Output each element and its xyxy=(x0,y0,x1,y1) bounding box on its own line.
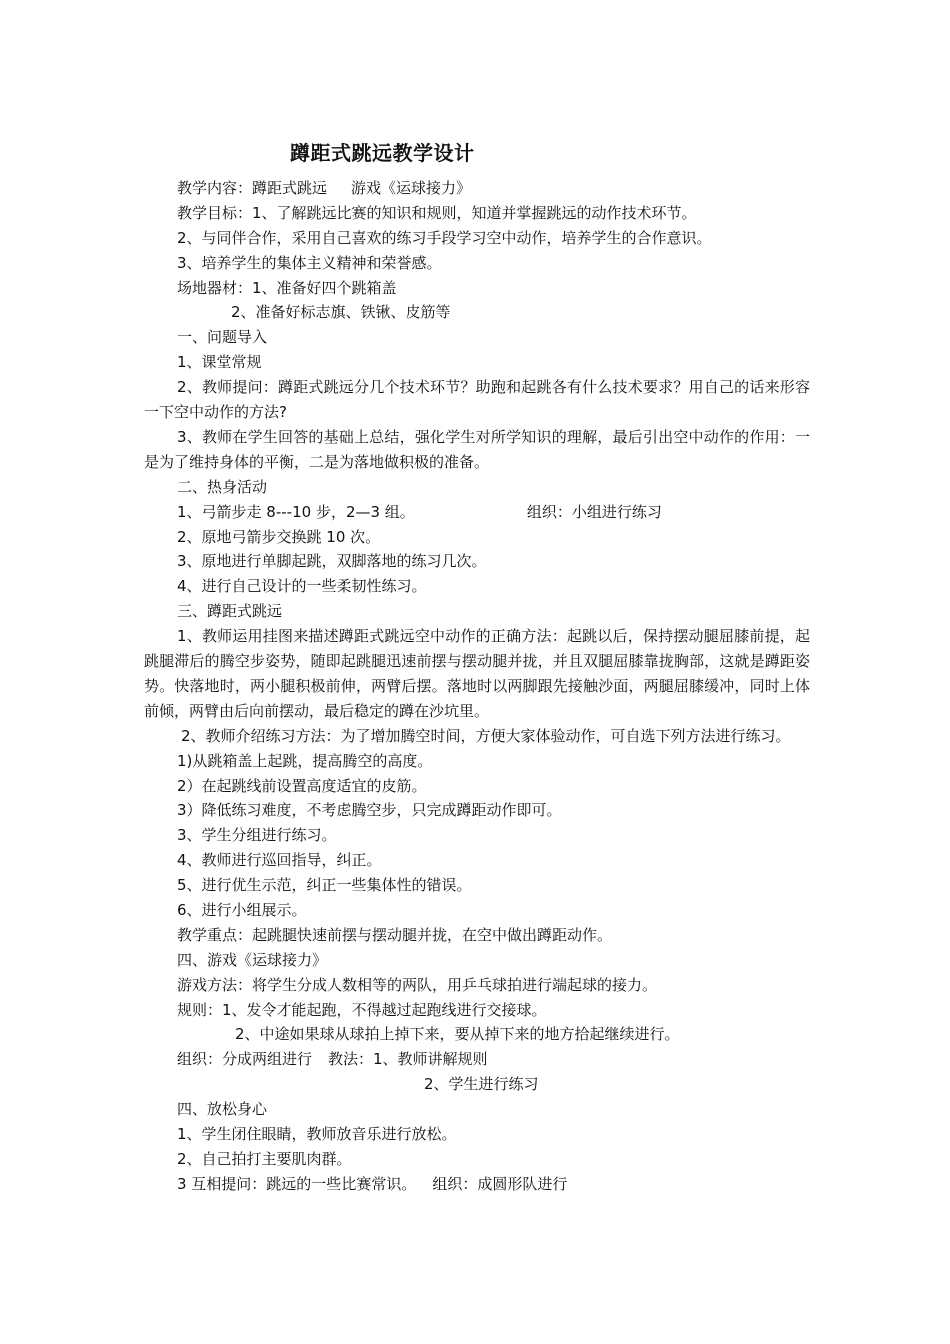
long-jump-item-1: 1、教师运用挂图来描述蹲距式跳远空中动作的正确方法：起跳以后，保持摆动腿屈膝前提，起跳腿滞后的腾空步姿势，随即起跳腿迅速前摆与摆动腿并拢，并且双腿屈膝靠拢胸部，这就是蹲距姿势。快落地时，两小腿积极前伸，两臂后摆。落地时以两脚跟先接触沙面，两腿屈膝缓冲，同时上体前倾，两臂由后向前摆动，最后稳定的蹲在沙坑里。 xyxy=(144,627,810,720)
game-method: 游戏方法：将学生分成人数相等的两队，用乒乓球拍进行端起球的接力。 xyxy=(177,975,658,994)
game-rule-1: 规则：1、发令才能起跑，不得越过起跑线进行交接球。 xyxy=(177,1000,547,1019)
section-heading-intro: 一、问题导入 xyxy=(177,328,268,347)
equipment-line-2: 2、准备好标志旗、铁锹、皮筋等 xyxy=(231,303,451,322)
practice-method-1: 1)从跳箱盖上起跳，提高腾空的高度。 xyxy=(177,751,433,770)
warmup-item-1-line xyxy=(144,500,810,525)
objective-line-2: 2、与同伴合作，采用自己喜欢的练习手段学习空中动作，培养学生的合作意识。 xyxy=(177,228,712,247)
relax-item-3-organization: 组织：成圆形队进行 xyxy=(432,1174,568,1193)
relax-item-1: 1、学生闭住眼睛，教师放音乐进行放松。 xyxy=(177,1124,457,1143)
section-heading-relax: 四、放松身心 xyxy=(177,1100,268,1119)
section-heading-long-jump: 三、蹲距式跳远 xyxy=(177,602,283,621)
teaching-content-game: 游戏《运球接力》 xyxy=(351,179,472,197)
practice-method-3: 3）降低练习难度，不考虑腾空步，只完成蹲距动作即可。 xyxy=(177,801,562,820)
document-title: 蹲距式跳远教学设计 xyxy=(290,141,475,165)
practice-method-2: 2）在起跳线前设置高度适宜的皮筋。 xyxy=(177,776,427,795)
equipment-line-1: 场地器材：1、准备好四个跳箱盖 xyxy=(177,278,397,297)
game-organization-line xyxy=(144,1047,810,1072)
long-jump-item-2: 2、教师介绍练习方法：为了增加腾空时间，方便大家体验动作，可自选下列方法进行练习。 xyxy=(181,726,791,745)
relax-item-3-line xyxy=(144,1172,810,1197)
intro-item-2: 2、教师提问：蹲距式跳远分几个技术环节？助跑和起跳各有什么技术要求？用自己的话来形容一下空中动作的方法? xyxy=(144,378,810,422)
long-jump-item-6: 6、进行小组展示。 xyxy=(177,900,307,919)
teaching-key-point: 教学重点：起跳腿快速前摆与摆动腿并拢，在空中做出蹲距动作。 xyxy=(177,925,613,944)
relax-item-3: 3 互相提问：跳远的一些比赛常识。 xyxy=(177,1174,417,1193)
section-heading-game: 四、游戏《运球接力》 xyxy=(177,950,328,969)
document-body xyxy=(144,176,810,1197)
relax-item-2: 2、自己拍打主要肌肉群。 xyxy=(177,1149,352,1168)
warmup-item-2: 2、原地弓箭步交换跳 10 次。 xyxy=(177,527,381,546)
warmup-item-4: 4、进行自己设计的一些柔韧性练习。 xyxy=(177,577,427,596)
game-teaching-method-2: 2、学生进行练习 xyxy=(424,1075,539,1094)
section-heading-warmup: 二、热身活动 xyxy=(177,477,268,496)
teaching-content-line xyxy=(144,176,810,201)
long-jump-item-4: 4、教师进行巡回指导，纠正。 xyxy=(177,851,382,870)
objective-line-1: 教学目标：1、了解跳远比赛的知识和规则，知道并掌握跳远的动作技术环节。 xyxy=(177,203,697,222)
warmup-item-1-organization: 组织：小组进行练习 xyxy=(526,502,662,521)
game-organization: 组织：分成两组进行 xyxy=(177,1050,313,1069)
game-rule-2: 2、中途如果球从球拍上掉下来，要从掉下来的地方拾起继续进行。 xyxy=(235,1025,680,1044)
game-teaching-method-1: 教法：1、教师讲解规则 xyxy=(328,1050,488,1069)
intro-item-3: 3、教师在学生回答的基础上总结，强化学生对所学知识的理解，最后引出空中动作的作用：一是为了维持身体的平衡，二是为落地做积极的准备。 xyxy=(144,427,810,471)
intro-item-1: 1、课堂常规 xyxy=(177,353,262,372)
objective-line-3: 3、培养学生的集体主义精神和荣誉感。 xyxy=(177,253,442,272)
warmup-item-1: 1、弓箭步走 8---10 步，2—3 组。 xyxy=(177,502,415,521)
long-jump-item-3: 3、学生分组进行练习。 xyxy=(177,826,337,845)
warmup-item-3: 3、原地进行单脚起跳，双脚落地的练习几次。 xyxy=(177,552,487,571)
teaching-content-label: 教学内容：蹲距式跳远 xyxy=(177,179,328,197)
long-jump-item-5: 5、进行优生示范，纠正一些集体性的错误。 xyxy=(177,876,472,895)
